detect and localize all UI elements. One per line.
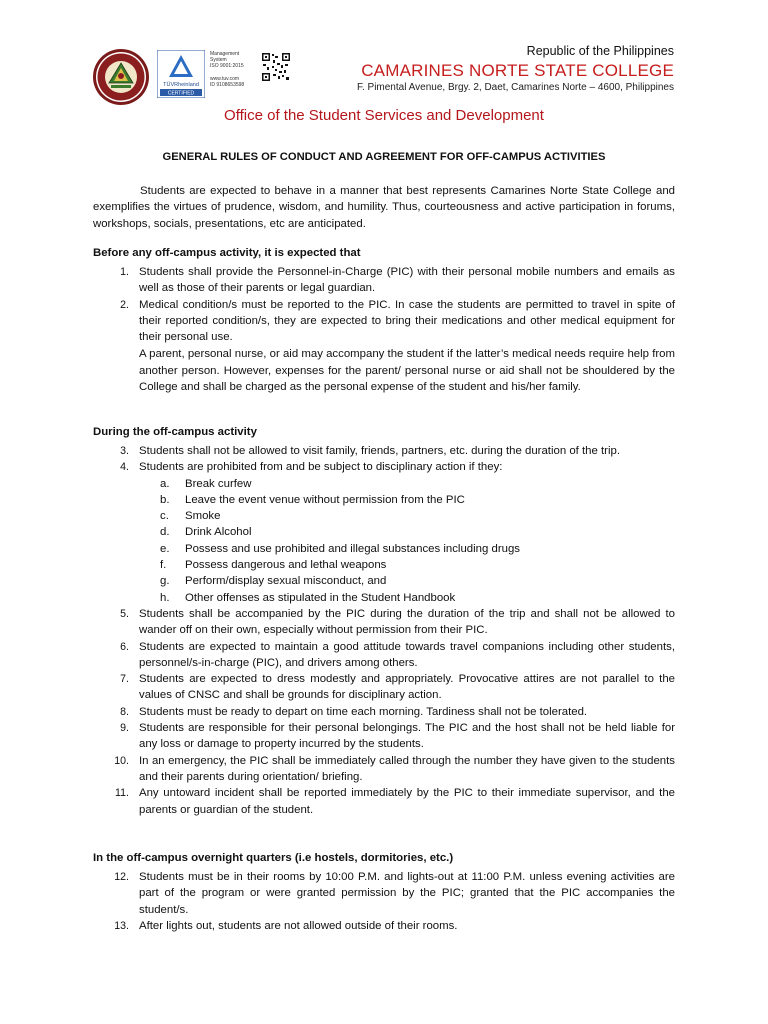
list-item (93, 639, 675, 672)
sub-list-item (139, 492, 675, 508)
sub-list-item (139, 476, 675, 492)
list-item (93, 671, 675, 704)
tuv-label: TÜVRheinland (163, 82, 199, 88)
list-item (93, 297, 675, 396)
item-number: 4. (120, 461, 129, 474)
sub-list-item (139, 508, 675, 524)
item-text: Students are responsible for their personal belongings. The PIC and the host shall not be held liable for any loss or damage to property incurred by the students. (139, 722, 675, 751)
item-number: 5. (120, 607, 129, 620)
section-heading-overnight: In the off-campus overnight quarters (i.e hostels, dormitories, etc.) (93, 852, 454, 864)
sub-item-text: Break curfew (185, 477, 252, 490)
item-number: 9. (120, 722, 129, 735)
rules-list-during (93, 443, 675, 818)
sub-item-text: Drink Alcohol (185, 526, 252, 539)
item-text: In an emergency, the PIC shall be immediately called through the number they have given to the students and their parents during orientation/ briefing. (139, 754, 675, 783)
item-text: Students are expected to maintain a good attitude towards travel companions including other students, personnel/s-in-charge (PIC), and drivers among others. (139, 640, 675, 669)
item-number: 1. (120, 266, 129, 278)
list-item (93, 918, 675, 934)
sub-item-letter: f. (160, 559, 167, 572)
item-text: Medical condition/s must be reported to the PIC. In case the students are permitted to travel in spite of their reported condition/s, they are expected to bring their medications and other medical equipment for their personal use. (139, 298, 675, 344)
list-item (93, 753, 675, 786)
qr-code-icon (261, 52, 291, 82)
list-item (93, 704, 675, 720)
item-text: Students are prohibited from and be subject to disciplinary action if they: (139, 461, 503, 474)
office-name: Office of the Student Services and Development (224, 107, 544, 124)
item-text: Students must be in their rooms by 10:00 P.M. and lights-out at 11:00 P.M. unless evening activities are part of the program or were granted permission by the PIC; granted that the PIC accompanies the student/s. (139, 871, 675, 916)
item-text: Students shall be accompanied by the PIC during the duration of the trip and shall not be allowed to wander off on their own, especially without permission from their PIC. (139, 607, 675, 637)
college-seal-logo (92, 48, 150, 106)
sub-item-letter: c. (160, 510, 169, 523)
college-address: F. Pimental Avenue, Brgy. 2, Daet, Camarines Norte – 4600, Philippines (356, 82, 674, 93)
tuv-certified-icon (157, 50, 205, 98)
prohibited-acts-list (139, 476, 675, 606)
sub-list-item (139, 557, 675, 573)
sub-item-text: Other offenses as stipulated in the Student Handbook (185, 591, 456, 604)
list-item (93, 606, 675, 639)
item-number: 11. (115, 787, 129, 800)
list-item (93, 785, 675, 818)
list-item (93, 720, 675, 753)
item-text: Students shall provide the Personnel-in-Charge (PIC) with their personal mobile numbers and emails as well as those of their parents or legal guardian. (139, 266, 675, 295)
sub-list-item (139, 524, 675, 540)
sub-item-letter: e. (160, 542, 170, 555)
item-number: 8. (120, 705, 129, 718)
sub-item-text: Leave the event venue without permission from the PIC (185, 493, 465, 506)
item-extra-text: A parent, personal nurse, or aid may accompany the student if the latter’s medical needs require help from another person. However, expenses for the parent/ personal nurse or aid shall not be shouldered by the College and shall be charged as the personal expense of the student and his/her family. (139, 348, 675, 394)
sub-item-text: Perform/display sexual misconduct, and (185, 575, 387, 588)
sub-item-letter: h. (160, 591, 170, 604)
item-number: 12. (114, 871, 129, 883)
item-text: After lights out, students are not allowed outside of their rooms. (139, 919, 458, 932)
sub-item-letter: a. (160, 477, 170, 490)
item-text: Students must be ready to depart on time each morning. Tardiness shall not be tolerated. (139, 705, 588, 718)
item-number: 3. (120, 445, 129, 457)
sub-item-text: Possess dangerous and lethal weapons (185, 559, 387, 572)
list-item (93, 443, 675, 459)
iso-certification-block (157, 50, 297, 98)
sub-list-item (139, 573, 675, 589)
sub-item-text: Smoke (185, 510, 221, 523)
item-number: 6. (120, 640, 129, 653)
item-number: 13. (114, 919, 129, 932)
sub-item-text: Possess and use prohibited and illegal substances including drugs (185, 542, 520, 555)
tuv-certified-label: CERTIFIED (167, 90, 195, 97)
college-name: CAMARINES NORTE STATE COLLEGE (361, 61, 674, 80)
sub-item-letter: d. (160, 526, 170, 539)
sub-item-letter: g. (160, 575, 170, 588)
section-heading-before: Before any off-campus activity, it is expected that (93, 247, 361, 259)
document-title: GENERAL RULES OF CONDUCT AND AGREEMENT FOR OFF-CAMPUS ACTIVITIES (162, 151, 606, 163)
intro-paragraph: Students are expected to behave in a manner that best represents Camarines Norte State College and exemplifies the virtues of prudence, wisdom, and humility. Thus, courteousness and active participation in forums, workshops, socials, presentations, etc are anticipated. (93, 185, 675, 230)
sub-list-item (139, 590, 675, 606)
item-number: 2. (120, 298, 129, 311)
item-text: Students are expected to dress modestly and appropriately. Provocative attires are not parallel to the values of CNSC and shall be grounds for disciplinary action. (139, 673, 675, 702)
item-number: 7. (120, 673, 129, 686)
list-item (93, 869, 675, 918)
republic-label: Republic of the Philippines (526, 44, 674, 58)
item-number: 10. (114, 754, 129, 767)
list-item (93, 264, 675, 297)
sub-item-letter: b. (160, 493, 170, 506)
section-heading-during: During the off-campus activity (93, 426, 257, 438)
rules-list-overnight (93, 869, 675, 934)
item-text: Students shall not be allowed to visit family, friends, partners, etc. during the duration of the trip. (139, 445, 620, 457)
rules-list-before (93, 264, 675, 395)
sub-list-item (139, 541, 675, 557)
list-item (93, 459, 675, 606)
item-text: Any untoward incident shall be reported immediately by the PIC to their immediate supervisor, and the parents or guardian of the student. (139, 787, 675, 816)
cert-text: Management System ISO 9001:2015 www.tuv.com ID 9108653598 (210, 51, 245, 89)
